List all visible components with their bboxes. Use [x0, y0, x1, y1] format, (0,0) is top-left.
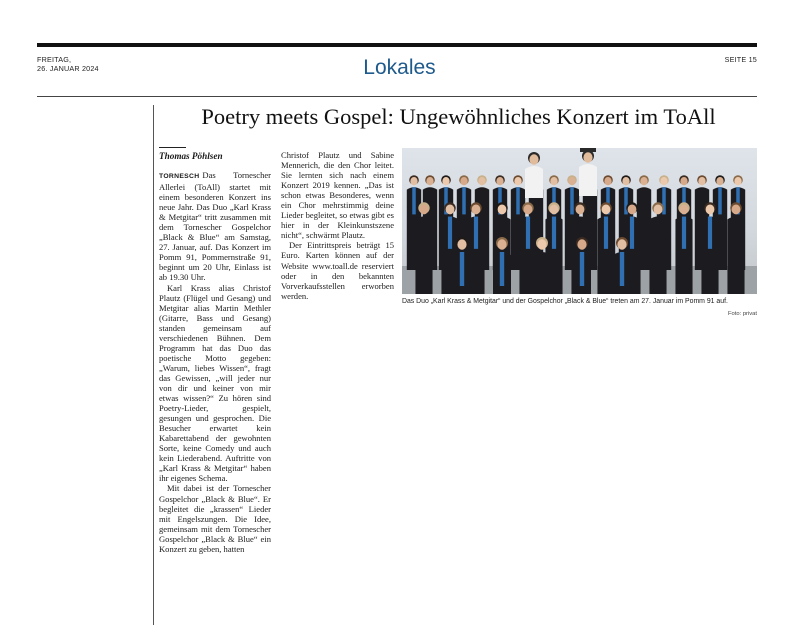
blue-scarf	[682, 217, 686, 249]
paragraph-origin: Christof Plautz und Sabine Mennerich, die den Chor leitet. Sie lernten sich nach einem Konzert 2019 kennen. „Das ist schon etwas Besonderes, wenn ein Chor mehrstimmig deine Lieder begleitet, so etwas gibt es hier in der Kleinkunstszene nicht“, schwärmt Plautz.	[281, 150, 394, 241]
singer-face	[716, 177, 723, 185]
section-title: Lokales	[363, 56, 436, 79]
paragraph-tickets: Der Eintrittspreis beträgt 15 Euro. Karten können auf der Website www.toall.de reserviert oder in den bekannten Vorverkaufsstellen erworben werden.	[281, 240, 394, 301]
singer-face	[478, 177, 485, 185]
singer-face	[680, 177, 687, 185]
singer-face	[550, 177, 557, 185]
header-rule	[37, 96, 757, 97]
singer-face	[660, 177, 667, 185]
singer-face	[576, 204, 585, 214]
singer-face	[442, 177, 449, 185]
blue-scarf	[570, 187, 574, 214]
singer-face	[734, 177, 741, 185]
singer-face	[604, 177, 611, 185]
singer-face	[410, 177, 417, 185]
singer-body	[649, 217, 666, 294]
singer-face	[706, 204, 715, 214]
singer-face	[602, 204, 611, 214]
blue-scarf	[708, 217, 712, 249]
blue-scarf	[552, 217, 556, 249]
singer-face	[426, 177, 433, 185]
singer-face	[446, 204, 455, 214]
singer-body	[727, 217, 744, 294]
blue-scarf	[604, 217, 608, 249]
singer-face	[654, 204, 663, 214]
duo-member-face	[529, 154, 538, 164]
singer-face	[622, 177, 629, 185]
singer-body	[415, 217, 432, 294]
paragraph-duo: Karl Krass alias Christof Plautz (Flügel und Gesang) und Metgitar alias Martin Methler (Gitarre, Bass und Gesang) standen gemeinsam auf verschiedenen Bühnen. Dem Programm hat das Duo das poetische Motto gegeben: „Warum, liebes Wissen“, fragt das Gewissen, „will jeder nur von dir und keiner von mir etwas wissen?“ Zu hören sind Poetry-Lieder, gespielt, gesungen und gesprochen. Die Besucher erwartet kein Kabarettabend der gewohnten Sorte, keine Comedy und auch kein Liederabend. Auftritte von „Karl Krass & Metgitar“ haben ihr eigenes Schema.	[159, 282, 271, 484]
singer-face	[617, 239, 626, 249]
singer-face	[514, 177, 521, 185]
top-rule	[37, 43, 757, 47]
blue-scarf	[526, 217, 530, 249]
singer-face	[457, 239, 466, 249]
column-divider	[153, 105, 154, 625]
article-headline: Poetry meets Gospel: Ungewöhnliches Konzert im ToAll	[201, 104, 716, 129]
duo-member-face	[583, 152, 592, 162]
blue-scarf	[718, 187, 722, 214]
singer-face	[497, 239, 506, 249]
duo-member-body	[525, 166, 543, 198]
blue-scarf	[580, 252, 584, 286]
author-rule	[159, 147, 186, 148]
blue-scarf	[448, 217, 452, 249]
paragraph-intro	[159, 170, 271, 283]
singer-face	[568, 177, 575, 185]
blue-scarf	[462, 187, 466, 214]
singer-face	[496, 177, 503, 185]
singer-face	[498, 204, 507, 214]
issue-weekday: FREITAG,	[37, 55, 72, 64]
singer-face	[420, 204, 429, 214]
singer-body	[533, 252, 551, 294]
blue-scarf	[412, 187, 416, 214]
blue-scarf	[500, 252, 504, 286]
dateline: TORNESCH	[159, 173, 200, 180]
paragraph-choir: Mit dabei ist der Tornescher Gospelchor „Black & Blue“. Er begleitet die „krassen“ Lieder mit Engelszungen. Die Idee, gemeinsam mit dem Tornescher Gospelchor „Black & Blue“ ein Konzert zu geben, hatten	[159, 483, 271, 554]
singer-face	[628, 204, 637, 214]
article-author: Thomas Pöhlsen	[159, 151, 223, 161]
blue-scarf	[630, 217, 634, 249]
singer-face	[698, 177, 705, 185]
issue-day: 26. JANUAR 2024	[37, 64, 99, 73]
article-column-1	[159, 170, 271, 554]
singer-face	[472, 204, 481, 214]
choir-photo-image	[402, 148, 757, 294]
singer-face	[640, 177, 647, 185]
hat-icon	[580, 148, 596, 152]
singer-face	[577, 239, 586, 249]
duo-member-body	[579, 164, 597, 196]
singer-face	[524, 204, 533, 214]
article-column-2	[281, 150, 394, 301]
singer-face	[460, 177, 467, 185]
singer-face	[537, 239, 546, 249]
choir-photo	[402, 148, 757, 294]
photo-caption: Das Duo „Karl Krass & Metgitar“ und der Gospelchor „Black & Blue“ treten am 27. Januar im Pomm 91 auf.	[402, 298, 728, 305]
blue-scarf	[620, 252, 624, 286]
singer-face	[732, 204, 741, 214]
singer-face	[550, 204, 559, 214]
singer-face	[680, 204, 689, 214]
page-number: SEITE 15	[724, 55, 757, 64]
blue-scarf	[516, 187, 520, 214]
photo-credit: Foto: privat	[728, 311, 757, 317]
blue-scarf	[474, 217, 478, 249]
paragraph-intro-text: Das Tornescher Allerlei (ToAll) startet mit einem besonderen Konzert ins neue Jahr. Das Duo „Karl Krass & Metgitar“ tritt zusammen mit dem Tornescher Gospelchor „Black & Blue“ am Samstag, 27. Januar, auf. Das Konzert im Pomm 91, Pommernstraße 91, beginnt um 20 Uhr, Einlass ist ab 19.30 Uhr.	[159, 170, 271, 283]
blue-scarf	[460, 252, 464, 286]
